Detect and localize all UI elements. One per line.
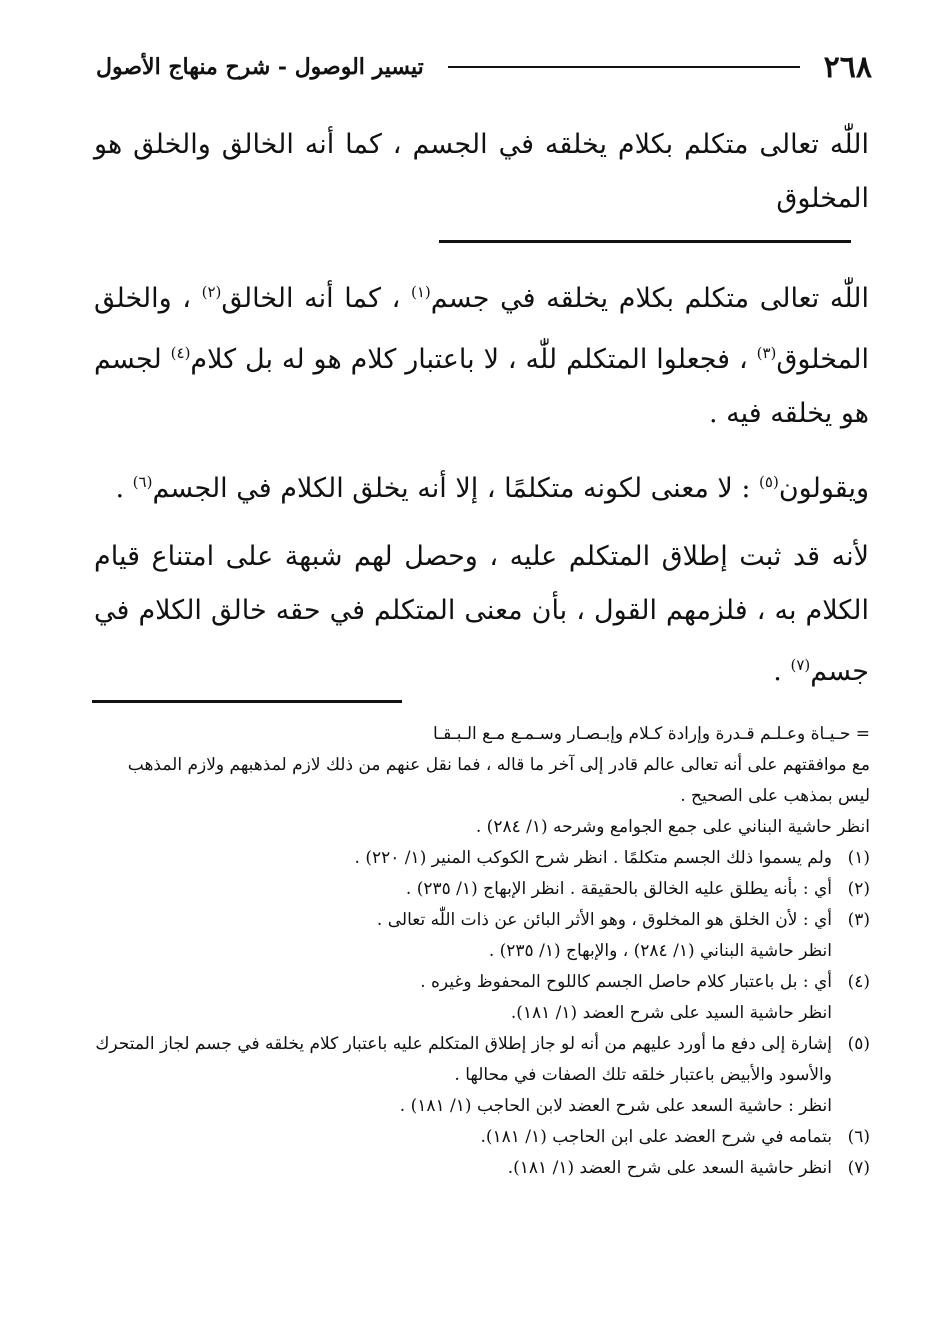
footnote-ref-5[interactable]: (٥): [759, 473, 779, 491]
footnote-number: (١): [847, 848, 870, 868]
footnote-continuation-text: مع موافقتهم على أنه تعالى عالم قادر إلى آخر ما قاله ، فما نقل عنهم من ذلك لازم لمذهبهم ولازم المذهب ليس بمذهب على الصحيح .: [127, 755, 870, 806]
footnote-text: انظر حاشية البناني (١/ ٢٨٤) ، والإبهاج (١/ ٢٣٥) .: [488, 941, 832, 961]
quoted-intro: اللّٰه تعالى متكلم بكلام يخلقه في الجسم ، كما أنه الخالق والخلق هو المخلوق: [94, 129, 869, 214]
footnote-text: أي : بأنه يطلق عليه الخالق بالحقيقة . انظر الإبهاج (١/ ٢٣٥) .: [405, 879, 832, 899]
footnote-1: [92, 843, 870, 874]
footnote-number: (٣): [847, 910, 870, 930]
footnote-6: [92, 1122, 870, 1153]
footnote-ref-4[interactable]: (٤): [170, 344, 191, 362]
footnote-ref-6[interactable]: (٦): [132, 473, 153, 491]
paragraph-3: لأنه قد ثبت إطلاق المتكلم عليه ، وحصل لهم شبهة على امتناع قيام الكلام به ، فلزمهم القول ، بأن معنى المتكلم في حقه خالق الكلام في جسم$^{(٧)}$ .: [94, 541, 869, 687]
footnote-text: إشارة إلى دفع ما أورد عليهم من أنه لو جاز إطلاق المتكلم عليه باعتبار كلام يخلقه في جسم لجاز المتحرك والأسود والأبيض باعتبار خلقه تلك الصفات في محالها .: [95, 1034, 832, 1085]
footnote-number: (٢): [847, 879, 870, 899]
footnote-ref-2[interactable]: (٢): [201, 283, 222, 301]
footnote-2: [92, 874, 870, 905]
footnote-7: [92, 1153, 870, 1184]
footnote-number: (٦): [847, 1127, 870, 1147]
footnote-continuation-ref: انظر حاشية البناني على جمع الجوامع وشرحه (١/ ٢٨٤) .: [475, 817, 870, 837]
main-text: [94, 118, 869, 713]
footnote-number: (٥): [847, 1034, 870, 1054]
footnote-text: أي : لأن الخلق هو المخلوق ، وهو الأثر البائن عن ذات اللّٰه تعالى .: [376, 910, 832, 930]
footnote-text: انظر حاشية السيد على شرح العضد (١/ ١٨١).: [510, 1003, 832, 1023]
paragraph-1: اللّٰه تعالى متكلم بكلام يخلقه في جسم$^{(١)}$ ، كما أنه الخالق$^{(٢)}$ ، والخلق المخلوق$^{(٣)}$ ، فجعلوا المتكلم للّٰه ، لا باعتبار كلام هو له بل كلام$^{(٤)}$ لجسم هو يخلقه فيه .: [94, 283, 870, 429]
footnote-text: انظر : حاشية السعد على شرح العضد لابن الحاجب (١/ ١٨١) .: [399, 1096, 832, 1116]
footnote-number: (٧): [847, 1158, 870, 1178]
footnote-ref-7[interactable]: (٧): [790, 656, 811, 674]
footnote-continuation-verse: = حـيـاة وعـلـم قـدرة وإرادة كـلام وإبـصـار وسـمـع مـع الـبـقـا: [433, 724, 870, 744]
footnote-text: بتمامه في شرح العضد على ابن الحاجب (١/ ١٨١).: [480, 1127, 832, 1147]
footnote-text: أي : بل باعتبار كلام حاصل الجسم كاللوح المحفوظ وغيره .: [420, 972, 832, 992]
footnote-5: [92, 1029, 870, 1122]
footnote-number: (٤): [847, 972, 870, 992]
page-number: ٢٦٨: [823, 49, 872, 85]
footnote-text: ولم يسموا ذلك الجسم متكلمًا . انظر شرح الكوكب المنير (١/ ٢٢٠) .: [354, 848, 832, 868]
footnote-3: [92, 905, 870, 967]
paragraph-2: ويقولون$^{(٥)}$ : لا معنى لكونه متكلمًا ، إلا أنه يخلق الكلام في الجسم$^{(٦)}$ .: [115, 473, 869, 504]
footnote-rule: [92, 700, 402, 703]
page-header: [96, 44, 872, 90]
footnotes: [92, 700, 870, 1184]
running-title: تيسير الوصول - شرح منهاج الأصول: [96, 54, 424, 80]
footnote-ref-3[interactable]: (٣): [756, 344, 777, 362]
footnote-4: [92, 967, 870, 1029]
footnote-ref-1[interactable]: (١): [410, 283, 431, 301]
footnote-text: انظر حاشية السعد على شرح العضد (١/ ١٨١).: [507, 1158, 832, 1178]
header-rule: [448, 66, 800, 68]
section-rule: [439, 240, 851, 243]
